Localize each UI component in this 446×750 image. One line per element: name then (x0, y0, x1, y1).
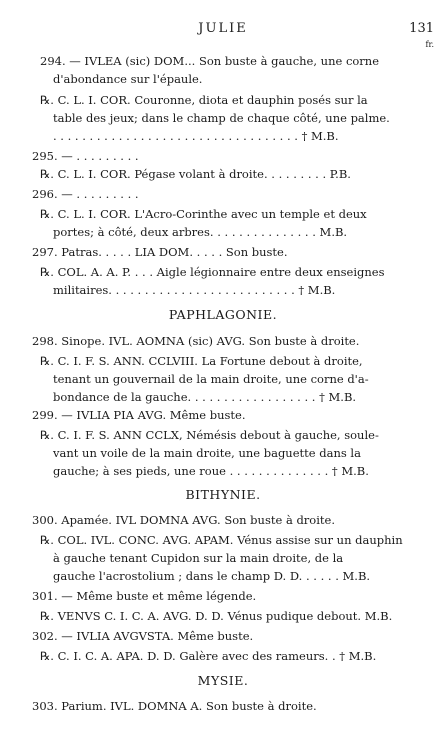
entry-line: tenant un gouvernail de la main droite, une corne d'a- (53, 372, 369, 386)
entry-line: 298. Sinope. IVL. AOMNA (sic) AVG. Son buste à droite. (32, 334, 360, 348)
entry-line: 294. — IVLEA (sic) DOM... Son buste à gauche, une corne (40, 54, 380, 68)
entry-line: ℞. C. L. I. COR. Pégase volant à droite. . . . . . . . . P.B. (40, 167, 351, 181)
section-heading-paphlagonie: PAPHLAGONIE. (168, 307, 278, 322)
section-heading-bithynie: BITHYNIE. (185, 487, 261, 502)
running-head: JULIE (198, 21, 248, 36)
entry-line: ℞. C. L. I. COR. Couronne, diota et dauphin posés sur la (40, 93, 368, 107)
entry-line: 300. Apamée. IVL DOMNA AVG. Son buste à droite. (32, 513, 335, 527)
signature-mark: fr. (425, 40, 434, 49)
entry-line: table des jeux; dans le champ de chaque côté, une palme. (53, 111, 390, 125)
entry-line: 295. — . . . . . . . . . (32, 149, 139, 163)
entry-line: 296. — . . . . . . . . . (32, 187, 139, 201)
entry-line: d'abondance sur l'épaule. (53, 72, 203, 86)
entry-line: vant un voile de la main droite, une baguette dans la (53, 446, 361, 460)
entry-line: bondance de la gauche. . . . . . . . . . . . . . . . . . † M.B. (53, 390, 357, 404)
entry-line: gauche; à ses pieds, une roue . . . . . . . . . . . . . . † M.B. (53, 464, 369, 478)
entry-line: ℞. C. I. F. S. ANN CCLX, Némésis debout à gauche, soule- (40, 428, 379, 442)
entry-line: 302. — IVLIA AVGVSTA. Même buste. (32, 629, 254, 643)
entry-line: 301. — Même buste et même légende. (32, 589, 257, 603)
entry-line: gauche l'acrostolium ; dans le champ D. D. . . . . . M.B. (53, 569, 371, 583)
entry-line: ℞. C. L. I. COR. L'Acro-Corinthe avec un temple et deux (40, 207, 367, 221)
entry-line: portes; à côté, deux arbres. . . . . . . . . . . . . . . M.B. (53, 225, 348, 239)
entry-line: ℞. COL. IVL. CONC. AVG. APAM. Vénus assise sur un dauphin (40, 533, 403, 547)
entry-line: à gauche tenant Cupidon sur la main droite, de la (53, 551, 344, 565)
entry-line: . . . . . . . . . . . . . . . . . . . . . . . . . . . . . . . . . . † M.B. (53, 129, 339, 143)
entry-line: ℞. C. I. F. S. ANN. CCLVIII. La Fortune debout à droite, (40, 354, 363, 368)
entry-line: ℞. VENVS C. I. C. A. AVG. D. D. Vénus pudique debout. M.B. (40, 609, 393, 623)
entry-line: 297. Patras. . . . . LIA DOM. . . . . Son buste. (32, 245, 288, 259)
section-heading-mysie: MYSIE. (197, 673, 249, 688)
entry-line: ℞. COL. A. A. P. . . . Aigle légionnaire entre deux enseignes (40, 265, 385, 279)
entry-line: 299. — IVLIA PIA AVG. Même buste. (32, 408, 246, 422)
page-number: 131 (409, 21, 434, 36)
entry-line: 303. Parium. IVL. DOMNA A. Son buste à droite. (32, 699, 317, 713)
entry-line: ℞. C. I. C. A. APA. D. D. Galère avec des rameurs. . † M.B. (40, 649, 377, 663)
entry-line: militaires. . . . . . . . . . . . . . . . . . . . . . . . . . † M.B. (53, 283, 336, 297)
